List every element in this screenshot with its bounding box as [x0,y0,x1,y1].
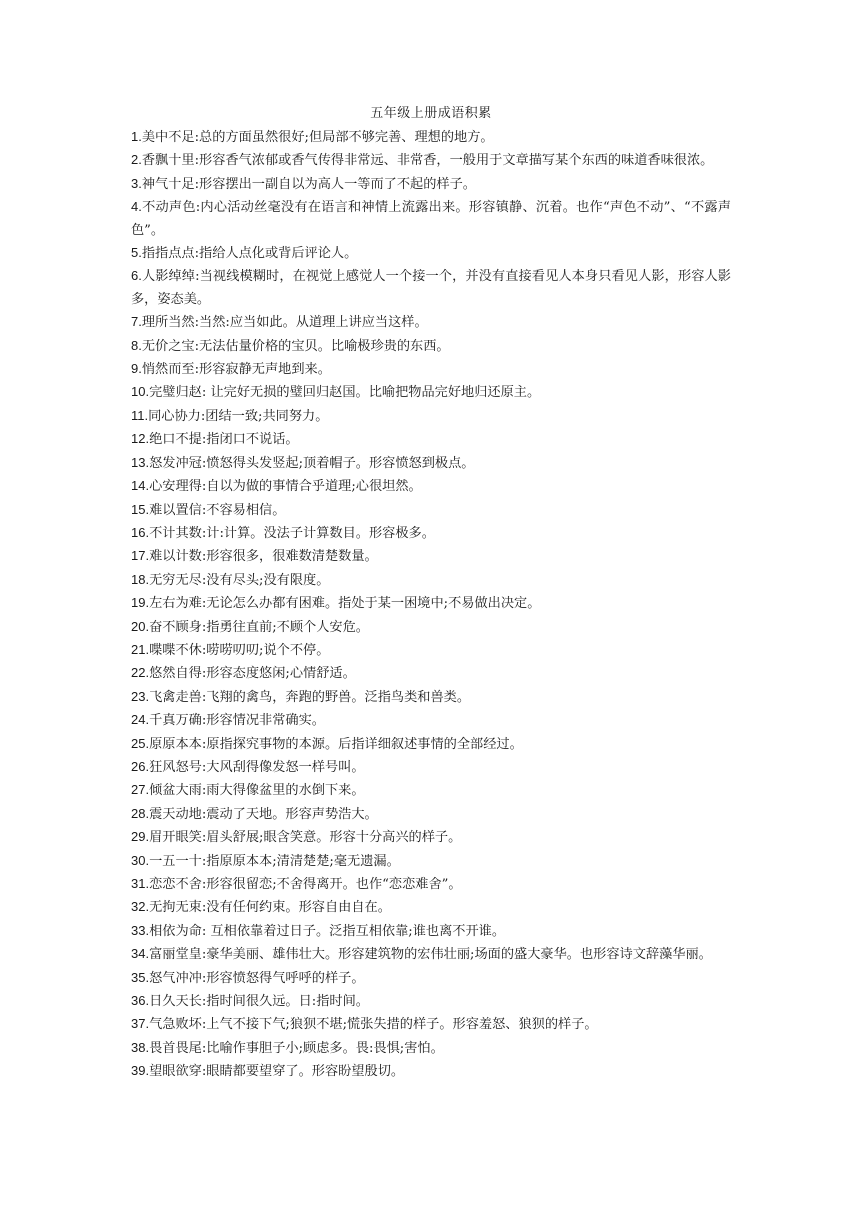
document-page [131,104,731,1084]
entry-number: 39. [131,1063,150,1079]
entry-number: 10. [131,384,150,400]
idiom-entry [131,126,731,149]
entry-number: 11. [131,407,149,423]
entry-text: 怒发冲冠:愤怒得头发竖起;顶着帽子。形容愤怒到极点。 [149,455,475,471]
entry-number: 35. [131,969,150,985]
entry-number: 6. [131,268,142,284]
entry-number: 7. [131,314,142,330]
entry-number: 29. [131,829,150,845]
entry-number: 18. [131,571,150,587]
idiom-entry [131,850,731,873]
entry-text: 无价之宝:无法估量价格的宝贝。比喻极珍贵的东西。 [141,338,450,354]
entry-number: 25. [131,735,150,751]
idiom-entry [131,756,731,779]
idiom-entry [131,499,731,522]
idiom-entry [131,569,731,592]
idiom-entry [131,311,731,334]
idiom-entry [131,405,731,428]
entry-text: 倾盆大雨:雨大得像盆里的水倒下来。 [149,783,365,799]
document-title: 五年级上册成语积累 [370,106,492,121]
entry-number: 31. [131,876,150,891]
idiom-entry [131,779,731,802]
entry-number: 14. [131,478,150,494]
idiom-entry [131,475,731,498]
entry-text: 完璧归赵: 让完好无损的璧回归赵国。比喻把物品完好地归还原主。 [149,385,541,401]
entry-text: 香飘十里:形容香气浓郁或香气传得非常远、非常香，一般用于文章描写某个东西的味道香味很浓。 [141,153,714,169]
idiom-entry [131,381,731,404]
entry-text: 心安理得:自以为做的事情合乎道理;心很坦然。 [149,479,422,495]
idiom-entry [131,265,731,311]
idiom-entry [131,358,731,381]
entry-number: 15. [131,501,150,517]
idiom-entry [131,639,731,662]
idiom-entry [131,920,731,943]
idiom-entry [131,990,731,1013]
entry-number: 12. [131,431,150,447]
entry-number: 13. [131,454,150,470]
idiom-entry [131,733,731,756]
idiom-entry [131,896,731,919]
entry-number: 3. [131,175,142,191]
entry-text: 无穷无尽:没有尽头;没有限度。 [149,572,330,588]
entry-text: 不动声色:内心活动丝毫没有在语言和神情上流露出来。形容镇静、沉着。也作“声色不动”、“不露声色”。 [131,200,731,238]
idiom-entry [131,686,731,709]
entry-number: 2. [131,152,142,168]
entry-text: 畏首畏尾:比喻作事胆子小;顾虑多。畏:畏惧;害怕。 [149,1040,444,1056]
entry-number: 16. [131,524,150,540]
entry-number: 23. [131,688,150,704]
entry-number: 28. [131,805,150,821]
entry-text: 左右为难:无论怎么办都有困难。指处于某一困境中;不易做出决定。 [149,596,541,612]
entry-text: 日久天长:指时间很久远。日:指时间。 [149,994,369,1010]
entry-number: 21. [131,641,150,657]
entry-number: 37. [131,1016,150,1032]
entry-text: 美中不足:总的方面虽然很好;但局部不够完善、理想的地方。 [141,130,494,145]
entry-text: 原原本本:原指探究事物的本源。后指详细叙述事情的全部经过。 [149,736,523,752]
idiom-entry [131,1013,731,1036]
entry-number: 34. [131,946,150,962]
idiom-entry [131,1037,731,1060]
entry-number: 22. [131,665,150,681]
entry-text: 奋不顾身:指勇往直前;不顾个人安危。 [149,619,369,635]
entry-text: 望眼欲穿:眼睛都要望穿了。形容盼望殷切。 [149,1064,405,1080]
idiom-entry [131,803,731,826]
entry-number: 36. [131,993,150,1009]
entry-number: 30. [131,852,150,868]
entry-number: 17. [131,548,150,564]
entry-number: 33. [131,922,150,938]
entry-text: 眉开眼笑:眉头舒展;眼含笑意。形容十分高兴的样子。 [149,830,462,846]
idiom-entry [131,428,731,451]
idiom-entry [131,545,731,568]
entry-number: 9. [131,361,142,377]
idiom-entry [131,592,731,615]
entry-number: 19. [131,595,150,611]
entry-text: 指指点点:指给人点化或背后评论人。 [141,246,358,262]
entry-number: 20. [131,618,150,634]
idiom-entry [131,943,731,966]
entry-text: 富丽堂皇:豪华美丽、雄伟壮大。形容建筑物的宏伟壮丽;场面的盛大豪华。也形容诗文辞藻华丽。 [149,947,712,963]
idiom-entry [131,452,731,475]
idiom-entry [131,967,731,990]
entry-number: 27. [131,782,150,798]
idiom-entry [131,826,731,849]
idiom-entry [131,335,731,358]
entry-text: 相依为命: 互相依靠着过日子。泛指互相依靠;谁也离不开谁。 [149,923,506,939]
entry-text: 悄然而至:形容寂静无声地到来。 [141,362,331,378]
entry-text: 同心协力:团结一致;共同努力。 [148,408,329,424]
entry-text: 不计其数:计:计算。没法子计算数目。形容极多。 [149,525,435,541]
entry-number: 4. [131,199,142,215]
idiom-entry [131,522,731,545]
idiom-entry [131,873,731,896]
idiom-entry [131,662,731,685]
entry-number: 32. [131,899,150,915]
entry-number: 8. [131,337,142,353]
entry-number: 24. [131,712,150,728]
idiom-entry [131,242,731,265]
idiom-entry [131,173,731,196]
idiom-entry [131,196,731,242]
idiom-entry [131,616,731,639]
entry-text: 飞禽走兽:飞翔的禽鸟，奔跑的野兽。泛指鸟类和兽类。 [149,689,471,705]
entry-text: 神气十足:形容摆出一副自以为高人一等而了不起的样子。 [141,176,476,192]
idiom-list [131,126,731,1084]
entry-text: 狂风怒号:大风刮得像发怒一样号叫。 [149,759,365,775]
entry-text: 喋喋不休:唠唠叨叨;说个不停。 [149,642,330,658]
entry-text: 绝口不提:指闭口不说话。 [149,432,299,448]
entry-number: 5. [131,245,142,261]
entry-text: 震天动地:震动了天地。形容声势浩大。 [149,806,378,822]
entry-text: 恋恋不舍:形容很留恋;不舍得离开。也作“恋恋难舍”。 [149,877,462,892]
entry-text: 千真万确:形容情况非常确实。 [149,713,325,729]
entry-text: 怒气冲冲:形容愤怒得气呼呼的样子。 [149,970,365,986]
idiom-entry [131,709,731,732]
entry-text: 气急败坏:上气不接下气;狼狈不堪;慌张失措的样子。形容羞怒、狼狈的样子。 [149,1017,598,1033]
entry-text: 人影绰绰:当视线模糊时，在视觉上感觉人一个接一个，并没有直接看见人本身只看见人影，形容人影多，姿态美。 [131,269,731,307]
entry-text: 理所当然:当然:应当如此。从道理上讲应当这样。 [141,315,428,331]
entry-text: 难以置信:不容易相信。 [149,502,286,518]
entry-number: 1. [131,129,142,144]
entry-text: 悠然自得:形容态度悠闲;心情舒适。 [149,666,356,682]
idiom-entry [131,149,731,172]
entry-number: 38. [131,1039,150,1055]
entry-text: 一五一十:指原原本本;清清楚楚;毫无遗漏。 [149,853,400,869]
entry-text: 难以计数:形容很多，很难数清楚数量。 [149,549,378,565]
entry-text: 无拘无束:没有任何约束。形容自由自在。 [149,900,391,916]
idiom-entry [131,1060,731,1083]
entry-number: 26. [131,758,150,774]
